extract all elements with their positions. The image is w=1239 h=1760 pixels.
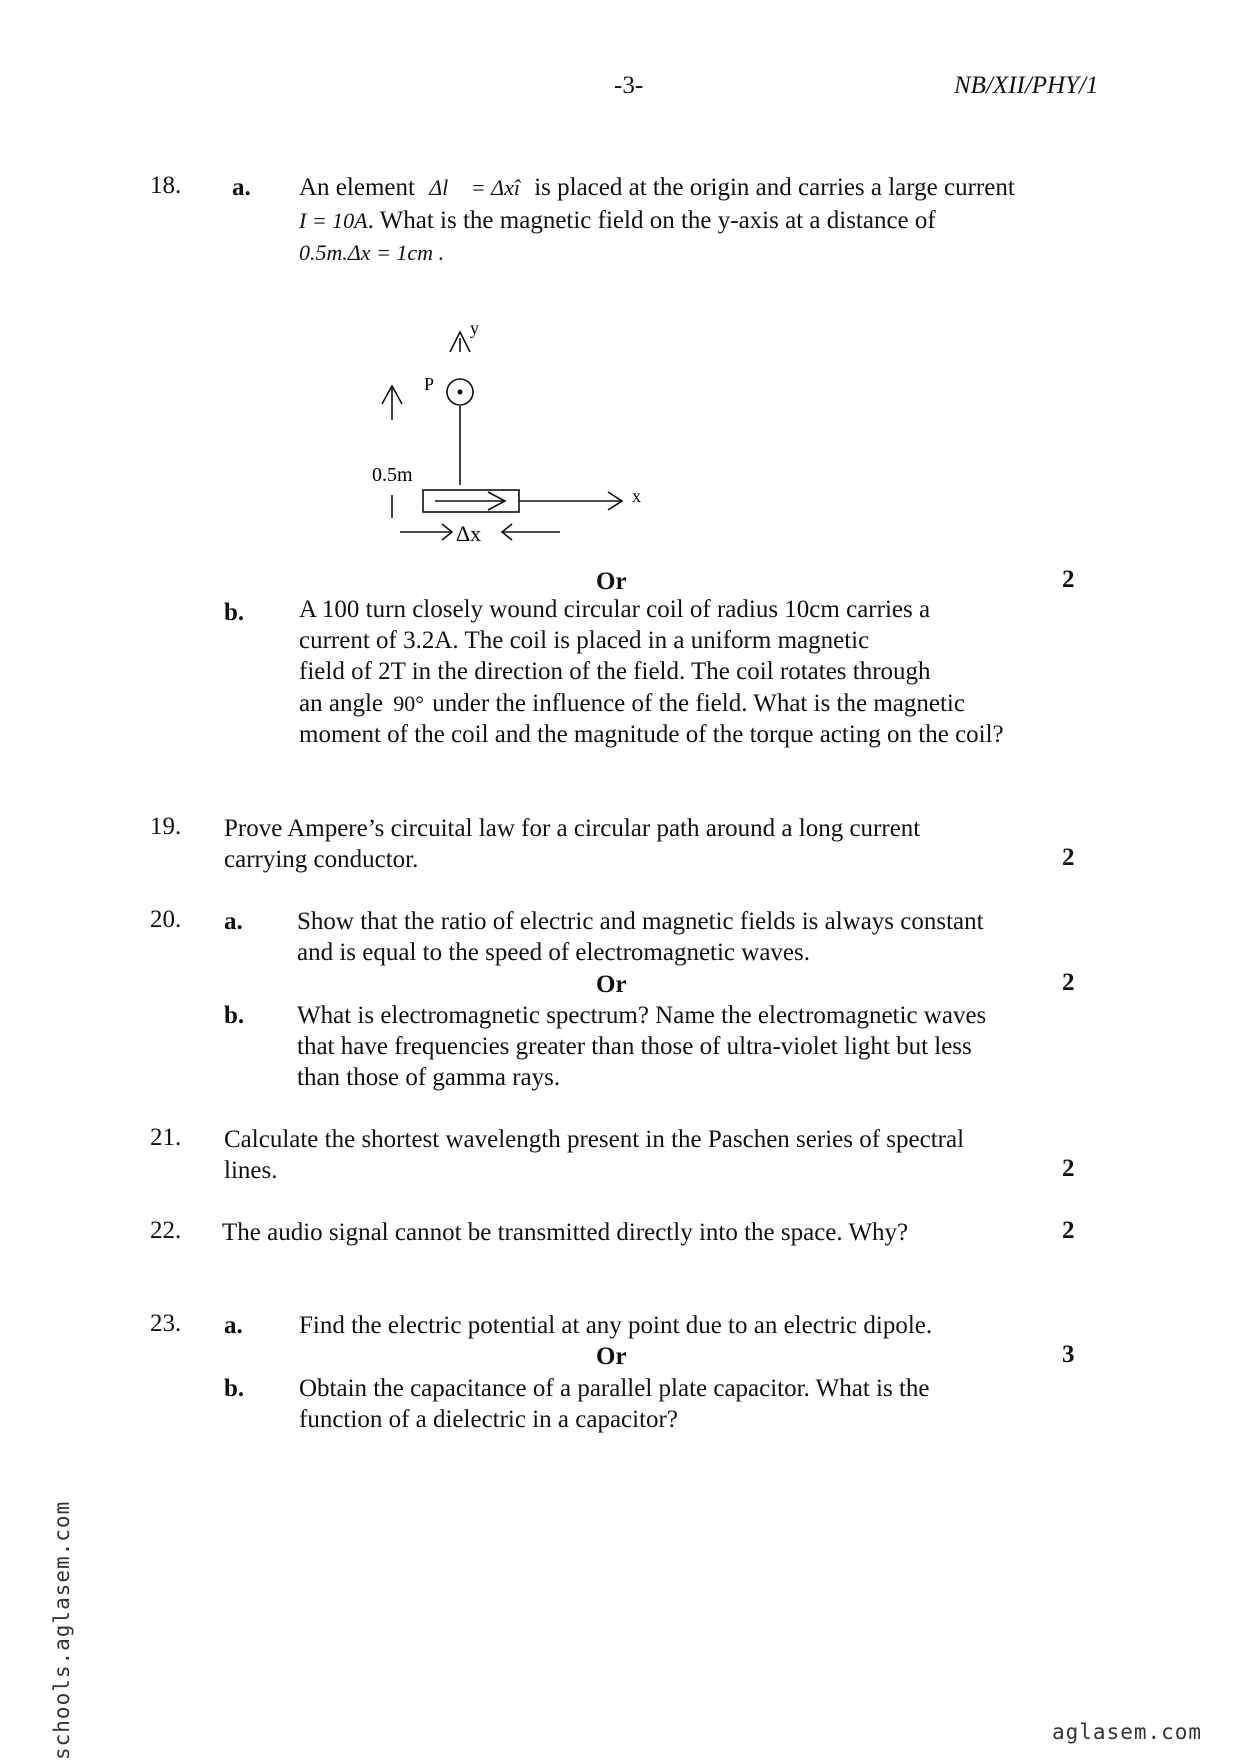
point-p-dot bbox=[458, 390, 463, 395]
q19-line-1: Prove Ampere’s circuital law for a circular path around a long current bbox=[224, 815, 921, 842]
footer-watermark: aglasem.com bbox=[1052, 1720, 1203, 1744]
dx-label: Δx bbox=[456, 521, 482, 546]
q18a-math-distance: 0.5m.Δx = 1cm . bbox=[299, 240, 445, 265]
point-p-label: P bbox=[424, 374, 435, 394]
q18a-math-current: I = 10A bbox=[299, 208, 368, 233]
question-number-23: 23. bbox=[150, 1310, 182, 1337]
q21-line-1: Calculate the shortest wavelength present in the Paschen series of spectral bbox=[224, 1126, 965, 1153]
q18b-angle: 90° bbox=[393, 691, 425, 716]
q23b-line-2: function of a dielectric in a capacitor? bbox=[299, 1406, 678, 1433]
question-number-20: 20. bbox=[150, 906, 182, 933]
q18b-text: under the influence of the field. What is the magnetic bbox=[432, 690, 965, 717]
q18a-text: is placed at the origin and carries a large current bbox=[534, 174, 1015, 201]
question-number-19: 19. bbox=[150, 813, 182, 840]
q21-marks: 2 bbox=[1062, 1155, 1075, 1182]
q20-part-a-label: a. bbox=[224, 908, 243, 935]
q18-part-a-label: a. bbox=[232, 174, 251, 201]
q18b-line-5: moment of the coil and the magnitude of the torque acting on the coil? bbox=[299, 721, 1004, 748]
q18b-line-4 bbox=[299, 688, 965, 719]
q20a-line-2: and is equal to the speed of electromagnetic waves. bbox=[297, 939, 811, 966]
q20b-line-1: What is electromagnetic spectrum? Name the electromagnetic waves bbox=[297, 1002, 987, 1029]
q20-marks: 2 bbox=[1062, 969, 1075, 996]
x-axis-label: x bbox=[632, 486, 641, 506]
q23-marks: 3 bbox=[1062, 1341, 1075, 1368]
q20-or: Or bbox=[596, 971, 627, 998]
q22-text: The audio signal cannot be transmitted directly into the space. Why? bbox=[222, 1219, 909, 1246]
q18-or: Or bbox=[596, 568, 627, 595]
q21-line-2: lines. bbox=[224, 1157, 278, 1184]
q20a-line-1: Show that the ratio of electric and magnetic fields is always constant bbox=[297, 908, 984, 935]
distance-label: 0.5m bbox=[372, 464, 413, 486]
q23-part-a-label: a. bbox=[224, 1312, 243, 1339]
q20-part-b-label: b. bbox=[224, 1002, 245, 1029]
q20b-line-2: that have frequencies greater than those of ultra-violet light but less bbox=[297, 1033, 972, 1060]
q18a-text: . What is the magnetic field on the y-axis at a distance of bbox=[367, 207, 936, 234]
q18-part-b-label: b. bbox=[224, 599, 245, 626]
q18b-line-2: current of 3.2A. The coil is placed in a uniform magnetic bbox=[299, 627, 870, 654]
y-axis-label: y bbox=[470, 320, 479, 338]
page-number: -3- bbox=[614, 72, 644, 99]
q18-figure bbox=[360, 320, 680, 550]
q18a-math-element: Δl⃗ = Δxî bbox=[429, 175, 520, 200]
q23-or: Or bbox=[596, 1343, 627, 1370]
q20b-line-3: than those of gamma rays. bbox=[297, 1064, 561, 1091]
q23b-line-1: Obtain the capacitance of a parallel plate capacitor. What is the bbox=[299, 1375, 930, 1402]
question-number-21: 21. bbox=[150, 1124, 182, 1151]
side-watermark: schools.aglasem.com bbox=[50, 1500, 74, 1760]
q19-marks: 2 bbox=[1062, 844, 1075, 871]
q18-marks: 2 bbox=[1062, 566, 1075, 593]
q19-line-2: carrying conductor. bbox=[224, 846, 419, 873]
paper-code: NB/XII/PHY/1 bbox=[954, 72, 1099, 99]
q23-part-b-label: b. bbox=[224, 1375, 245, 1402]
q18b-line-3: field of 2T in the direction of the field. The coil rotates through bbox=[299, 658, 931, 685]
q22-marks: 2 bbox=[1062, 1217, 1075, 1244]
q18b-text: an angle bbox=[299, 690, 383, 717]
q23a-text: Find the electric potential at any point due to an electric dipole. bbox=[299, 1312, 933, 1339]
q18a-line-1 bbox=[299, 172, 1015, 203]
q18a-text: An element bbox=[299, 174, 415, 201]
q18a-line-2 bbox=[299, 205, 936, 236]
question-number-18: 18. bbox=[150, 172, 182, 199]
q18b-line-1: A 100 turn closely wound circular coil of radius 10cm carries a bbox=[299, 596, 931, 623]
question-number-22: 22. bbox=[150, 1217, 182, 1244]
